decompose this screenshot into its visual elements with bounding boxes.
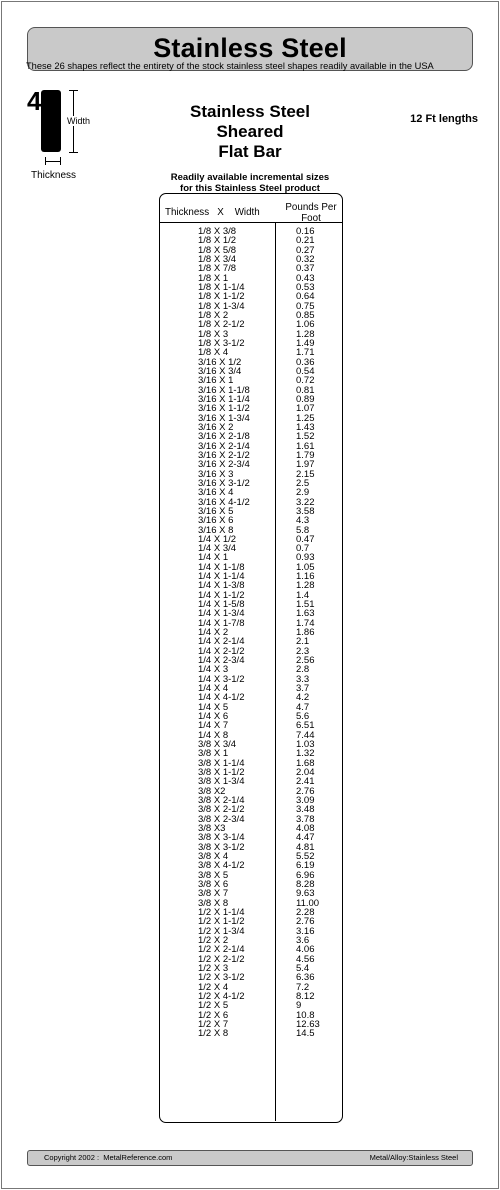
table-row (160, 479, 342, 488)
weight-cell: 2.28 (296, 906, 315, 918)
thickness-dimension-tick-right (60, 157, 61, 165)
available-sizes-caption (150, 172, 350, 194)
size-cell: 1/2 X 8 (198, 1028, 229, 1040)
size-cell: 3/8 X 1 (198, 748, 229, 760)
table-row (160, 721, 342, 730)
size-cell: 1/4 X 2-1/2 (198, 645, 245, 657)
size-cell: 3/8 X 1-1/4 (198, 757, 245, 769)
table-row (160, 236, 342, 245)
table-row (160, 964, 342, 973)
size-cell: 1/8 X 1-3/4 (198, 300, 245, 312)
size-cell: 3/16 X 2-1/8 (198, 431, 250, 443)
size-cell: 1/2 X 4 (198, 981, 229, 993)
weight-cell: 0.27 (296, 244, 315, 256)
table-row (160, 787, 342, 796)
weight-cell: 4.81 (296, 841, 315, 853)
table-row (160, 768, 342, 777)
shape-number: 4 (27, 86, 42, 116)
weight-cell: 0.16 (296, 226, 315, 237)
weight-cell: 8.28 (296, 878, 315, 890)
table-row (160, 581, 342, 590)
size-cell: 1/8 X 1 (198, 272, 229, 284)
table-row (160, 805, 342, 814)
weight-cell: 2.56 (296, 655, 315, 667)
size-cell: 1/4 X 1-1/4 (198, 571, 245, 583)
table-row (160, 880, 342, 889)
size-cell: 3/8 X 4-1/2 (198, 860, 245, 872)
weight-cell: 12.63 (296, 1018, 320, 1030)
table-row (160, 833, 342, 842)
table-row (160, 544, 342, 553)
table-row (160, 591, 342, 600)
weight-cell: 0.21 (296, 235, 315, 247)
size-cell: 1/2 X 5 (198, 1000, 229, 1012)
weight-cell: 1.4 (296, 589, 310, 601)
weight-cell: 5.4 (296, 962, 310, 974)
table-body (160, 227, 342, 1039)
weight-cell: 2.15 (296, 468, 315, 480)
weight-cell: 2.5 (296, 477, 310, 489)
table-row (160, 1020, 342, 1029)
weight-cell: 11.00 (296, 897, 320, 909)
table-row (160, 675, 342, 684)
weight-cell: 1.28 (296, 580, 315, 592)
table-row (160, 871, 342, 880)
table-row (160, 516, 342, 525)
table-row (160, 423, 342, 432)
width-dimension-tick-bottom (69, 152, 78, 153)
weight-cell: 3.7 (296, 683, 310, 695)
size-cell: 1/4 X 1-1/2 (198, 589, 245, 601)
table-row (160, 302, 342, 311)
table-row (160, 647, 342, 656)
size-cell: 1/8 X 3 (198, 328, 229, 340)
size-cell: 3/8 X3 (198, 823, 226, 834)
table-row (160, 628, 342, 637)
size-cell: 1/4 X 1 (198, 552, 229, 564)
header-weight-line-1: Pounds Per (285, 202, 337, 213)
weight-cell: 0.64 (296, 291, 315, 303)
size-cell: 3/16 X 4 (198, 487, 234, 499)
table-row (160, 936, 342, 945)
thickness-label: Thickness (31, 170, 77, 181)
header-size: Thickness X Width (165, 207, 260, 218)
weight-cell: 1.79 (296, 449, 315, 461)
size-cell: 3/16 X 2 (198, 421, 234, 433)
table-row (160, 1029, 342, 1038)
table-row (160, 656, 342, 665)
table-row (160, 386, 342, 395)
size-cell: 1/4 X 4 (198, 683, 229, 695)
weight-cell: 0.85 (296, 309, 315, 321)
weight-cell: 6.96 (296, 869, 315, 881)
size-cell: 3/8 X 6 (198, 878, 229, 890)
table-row (160, 992, 342, 1001)
size-cell: 3/16 X 8 (198, 524, 234, 536)
table-row (160, 432, 342, 441)
size-cell: 3/16 X 1-1/4 (198, 393, 250, 405)
weight-cell: 9 (296, 1000, 302, 1012)
size-cell: 1/4 X 1-3/4 (198, 608, 245, 620)
size-cell: 3/16 X 1-1/2 (198, 403, 250, 415)
weight-cell: 4.08 (296, 823, 315, 834)
footer-bar (27, 1150, 473, 1166)
table-row (160, 255, 342, 264)
table-row (160, 367, 342, 376)
size-cell: 1/8 X 4 (198, 347, 229, 359)
size-cell: 3/16 X 3 (198, 468, 234, 480)
weight-cell: 1.52 (296, 431, 315, 443)
size-cell: 1/2 X 1-3/4 (198, 925, 245, 937)
table-row (160, 526, 342, 535)
table-row (160, 563, 342, 572)
table-row (160, 637, 342, 646)
size-cell: 1/4 X 3/4 (198, 543, 237, 555)
weight-cell: 4.56 (296, 953, 315, 965)
table-row (160, 899, 342, 908)
table-row (160, 852, 342, 861)
table-row (160, 451, 342, 460)
size-cell: 1/4 X 6 (198, 711, 229, 723)
weight-cell: 5.6 (296, 711, 310, 723)
size-cell: 1/8 X 7/8 (198, 263, 237, 275)
table-row (160, 330, 342, 339)
weight-cell: 1.71 (296, 347, 315, 359)
table-row (160, 498, 342, 507)
size-cell: 1/8 X 3/4 (198, 253, 237, 265)
size-cell: 3/16 X 5 (198, 505, 234, 517)
table-row (160, 1001, 342, 1010)
table-row (160, 292, 342, 301)
size-cell: 3/8 X 1-1/2 (198, 767, 245, 779)
available-caption-line-2: for this Stainless Steel product (180, 183, 320, 194)
weight-cell: 4.47 (296, 832, 315, 844)
size-cell: 1/4 X 5 (198, 701, 229, 713)
weight-cell: 1.25 (296, 412, 315, 424)
table-row (160, 927, 342, 936)
size-cell: 3/16 X 2-1/2 (198, 449, 250, 461)
table-row (160, 600, 342, 609)
size-cell: 3/8 X 2-1/2 (198, 804, 245, 816)
table-row (160, 460, 342, 469)
size-cell: 3/16 X 2-3/4 (198, 459, 250, 471)
header-weight (276, 202, 346, 224)
table-row (160, 619, 342, 628)
size-cell: 1/4 X 1/2 (198, 533, 237, 545)
table-row (160, 759, 342, 768)
table-row (160, 246, 342, 255)
weight-cell: 1.68 (296, 757, 315, 769)
size-cell: 1/4 X 3-1/2 (198, 673, 245, 685)
size-cell: 3/16 X 1-1/8 (198, 384, 250, 396)
product-title-line: Stainless Steel (189, 102, 310, 121)
thickness-dimension-tick-left (45, 157, 46, 165)
size-cell: 3/8 X 3/4 (198, 739, 237, 751)
table-row (160, 488, 342, 497)
table-row (160, 311, 342, 320)
title-banner (27, 27, 473, 71)
page-title: Stainless Steel (153, 33, 347, 63)
table-row (160, 348, 342, 357)
weight-cell: 1.86 (296, 627, 315, 639)
weight-cell: 2.76 (296, 916, 315, 928)
weight-cell: 1.16 (296, 571, 315, 583)
size-cell: 3/16 X 4-1/2 (198, 496, 250, 508)
size-cell: 3/8 X 3-1/2 (198, 841, 245, 853)
size-cell: 3/16 X 2-1/4 (198, 440, 250, 452)
weight-cell: 2.1 (296, 636, 310, 648)
size-cell: 1/8 X 1/2 (198, 235, 237, 247)
size-cell: 3/16 X 1-3/4 (198, 412, 250, 424)
weight-cell: 1.61 (296, 440, 315, 452)
thickness-dimension-line (45, 161, 60, 162)
size-cell: 3/8 X 7 (198, 888, 229, 900)
size-cell: 1/8 X 3-1/2 (198, 337, 245, 349)
weight-cell: 4.06 (296, 944, 315, 956)
size-cell: 3/8 X 3-1/4 (198, 832, 245, 844)
weight-cell: 0.75 (296, 300, 315, 312)
weight-cell: 9.63 (296, 888, 315, 900)
table-row (160, 283, 342, 292)
size-cell: 3/16 X 1/2 (198, 356, 242, 368)
size-cell: 3/16 X 6 (198, 515, 234, 527)
table-row (160, 777, 342, 786)
size-cell: 1/8 X 1-1/2 (198, 291, 245, 303)
size-cell: 1/2 X 1-1/2 (198, 916, 245, 928)
table-row (160, 665, 342, 674)
weight-cell: 4.3 (296, 515, 310, 527)
table-row (160, 945, 342, 954)
table-row (160, 609, 342, 618)
weight-cell: 4.2 (296, 692, 310, 704)
weight-cell: 0.36 (296, 356, 315, 368)
table-row (160, 339, 342, 348)
size-cell: 1/4 X 2-3/4 (198, 655, 245, 667)
weight-cell: 0.32 (296, 253, 315, 265)
weight-cell: 3.09 (296, 795, 315, 807)
table-row (160, 414, 342, 423)
size-cell: 1/2 X 4-1/2 (198, 990, 245, 1002)
size-cell: 3/16 X 3/4 (198, 365, 242, 377)
table-row (160, 824, 342, 833)
size-cell: 1/8 X 3/8 (198, 226, 237, 237)
table-row (160, 973, 342, 982)
weight-cell: 10.8 (296, 1009, 315, 1021)
width-label: Width (67, 116, 91, 126)
weight-cell: 0.93 (296, 552, 315, 564)
size-cell: 1/2 X 2-1/2 (198, 953, 245, 965)
weight-cell: 0.89 (296, 393, 315, 405)
weight-cell: 4.7 (296, 701, 310, 713)
weight-cell: 1.63 (296, 608, 315, 620)
size-cell: 1/4 X 8 (198, 729, 229, 741)
table-row (160, 749, 342, 758)
size-cell: 1/4 X 1-5/8 (198, 599, 245, 611)
weight-cell: 5.52 (296, 850, 315, 862)
weight-cell: 7.2 (296, 981, 310, 993)
table-row (160, 507, 342, 516)
weight-cell: 1.28 (296, 328, 315, 340)
weight-cell: 1.06 (296, 319, 315, 331)
table-row (160, 983, 342, 992)
weight-cell: 2.8 (296, 664, 310, 676)
size-cell: 3/8 X 5 (198, 869, 229, 881)
weight-cell: 5.8 (296, 524, 310, 536)
size-cell: 1/8 X 1-1/4 (198, 281, 245, 293)
size-cell: 1/2 X 3-1/2 (198, 972, 245, 984)
weight-cell: 3.58 (296, 505, 315, 517)
table-row (160, 693, 342, 702)
size-cell: 1/2 X 2-1/4 (198, 944, 245, 956)
size-cell: 1/2 X 6 (198, 1009, 229, 1021)
weight-cell: 1.74 (296, 617, 315, 629)
table-row (160, 917, 342, 926)
footer-copyright: Copyright 2002 : MetalReference.com (44, 1153, 173, 1162)
size-cell: 1/4 X 1-1/8 (198, 561, 245, 573)
size-cell: 3/16 X 3-1/2 (198, 477, 250, 489)
table-row (160, 553, 342, 562)
weight-cell: 1.97 (296, 459, 315, 471)
product-title-line: Sheared (216, 122, 284, 141)
page-subtitle: These 26 shapes reflect the entirety of the stock stainless steel shapes readily available in the USA (26, 61, 434, 71)
size-cell: 3/8 X 1-3/4 (198, 776, 245, 788)
weight-cell: 3.16 (296, 925, 315, 937)
weight-cell: 0.37 (296, 263, 315, 275)
size-cell: 1/4 X 2 (198, 627, 229, 639)
weight-cell: 6.51 (296, 720, 315, 732)
size-cell: 1/4 X 2-1/4 (198, 636, 245, 648)
weight-cell: 2.41 (296, 776, 315, 788)
weight-cell: 2.9 (296, 487, 310, 499)
table-row (160, 712, 342, 721)
lengths-note: 12 Ft lengths (410, 113, 478, 125)
weight-cell: 1.51 (296, 599, 315, 611)
size-cell: 1/4 X 1-3/8 (198, 580, 245, 592)
weight-cell: 1.05 (296, 561, 315, 573)
weight-cell: 0.47 (296, 533, 315, 545)
table-row (160, 703, 342, 712)
table-row (160, 395, 342, 404)
table-row (160, 442, 342, 451)
size-cell: 1/2 X 1-1/4 (198, 906, 245, 918)
table-row (160, 684, 342, 693)
table-row (160, 376, 342, 385)
product-title (150, 102, 350, 162)
table-row (160, 908, 342, 917)
weight-cell: 1.32 (296, 748, 315, 760)
weight-cell: 3.22 (296, 496, 315, 508)
size-cell: 1/2 X 7 (198, 1018, 229, 1030)
weight-cell: 3.6 (296, 934, 310, 946)
size-cell: 1/8 X 2-1/2 (198, 319, 245, 331)
weight-cell: 2.76 (296, 785, 315, 797)
weight-cell: 0.72 (296, 375, 315, 387)
table-row (160, 796, 342, 805)
table-row (160, 740, 342, 749)
width-dimension-tick-top (69, 90, 78, 91)
weight-cell: 7.44 (296, 729, 315, 741)
table-row (160, 731, 342, 740)
table-row (160, 358, 342, 367)
size-cell: 3/8 X 2-1/4 (198, 795, 245, 807)
size-cell: 1/4 X 4-1/2 (198, 692, 245, 704)
size-cell: 3/8 X 4 (198, 850, 229, 862)
weight-cell: 14.5 (296, 1028, 315, 1040)
table-row (160, 955, 342, 964)
size-cell: 3/8 X 2-3/4 (198, 813, 245, 825)
weight-cell: 0.81 (296, 384, 315, 396)
size-cell: 1/8 X 2 (198, 309, 229, 321)
weight-cell: 8.12 (296, 990, 315, 1002)
footer-category: Metal/Alloy:Stainless Steel (369, 1153, 458, 1162)
size-cell: 1/8 X 5/8 (198, 244, 237, 256)
weight-cell: 1.03 (296, 739, 315, 751)
weight-cell: 3.3 (296, 673, 310, 685)
size-cell: 3/8 X2 (198, 785, 226, 797)
table-row (160, 572, 342, 581)
weight-cell: 3.78 (296, 813, 315, 825)
table-row (160, 535, 342, 544)
size-cell: 3/16 X 1 (198, 375, 234, 387)
table-row (160, 470, 342, 479)
table-row (160, 227, 342, 236)
table-row (160, 404, 342, 413)
weight-cell: 3.48 (296, 804, 315, 816)
size-cell: 1/2 X 2 (198, 934, 229, 946)
table-row (160, 843, 342, 852)
size-cell: 1/2 X 3 (198, 962, 229, 974)
table-row (160, 264, 342, 273)
weight-cell: 2.3 (296, 645, 310, 657)
flat-bar-diagram (41, 90, 61, 152)
header-weight-line-2: Foot (301, 213, 321, 224)
weight-cell: 0.43 (296, 272, 315, 284)
size-cell: 3/8 X 8 (198, 897, 229, 909)
product-title-line: Flat Bar (218, 142, 282, 161)
weight-cell: 6.36 (296, 972, 315, 984)
weight-cell: 1.07 (296, 403, 315, 415)
table-row (160, 320, 342, 329)
size-cell: 1/4 X 7 (198, 720, 229, 732)
available-caption-line-1: Readily available incremental sizes (170, 172, 330, 183)
weight-cell: 1.49 (296, 337, 315, 349)
weight-cell: 0.54 (296, 365, 315, 377)
table-row (160, 815, 342, 824)
weight-cell: 2.04 (296, 767, 315, 779)
weight-cell: 0.7 (296, 543, 310, 555)
size-cell: 1/4 X 3 (198, 664, 229, 676)
weight-cell: 1.43 (296, 421, 315, 433)
weight-cell: 6.19 (296, 860, 315, 872)
size-cell: 1/4 X 1-7/8 (198, 617, 245, 629)
weight-cell: 0.53 (296, 281, 315, 293)
table-row (160, 861, 342, 870)
table-row (160, 274, 342, 283)
